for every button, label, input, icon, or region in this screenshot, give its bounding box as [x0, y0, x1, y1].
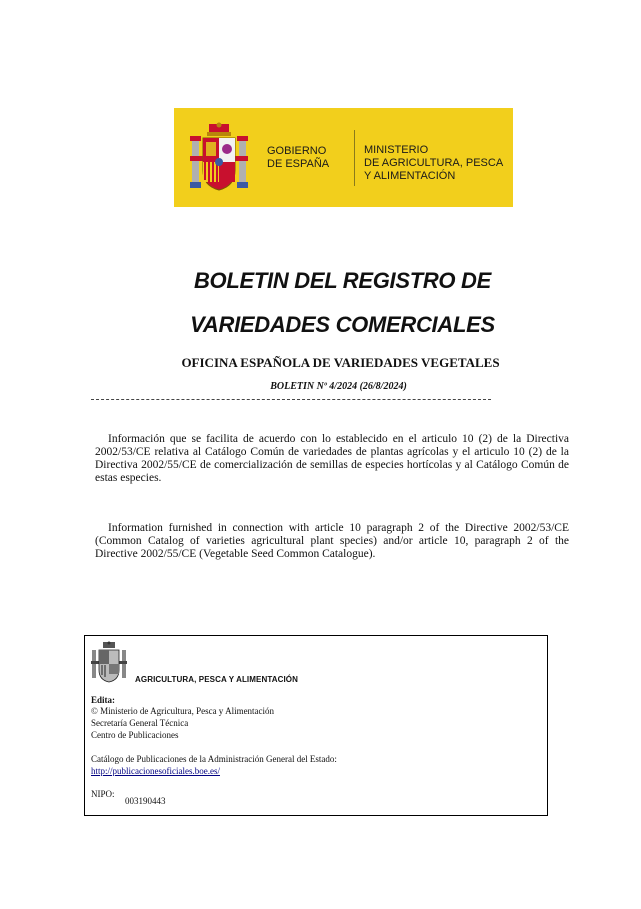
spanish-paragraph: Información que se facilita de acuerdo con lo establecido en el articulo 10 (2) de la Directiva 2002/53/CE relativa al Catálogo Común de variedades de plantas agrícolas y el articulo 10 (2) de la Directiva 2002/55/CE de comercialización de semillas de especies hortícolas y al Catálogo Común de estas especies. — [95, 433, 569, 484]
english-paragraph: Information furnished in connection with article 10 paragraph 2 of the Directive 2002/53/CE (Common Catalog of varieties agricultural plant species) and/or article 10, paragraph 2 of the Directive 2002/55/CE (Vegetable Seed Common Catalogue). — [95, 522, 569, 560]
footer-catalog-line: Catálogo de Publicaciones de la Administración General del Estado: — [91, 754, 337, 764]
coat-of-arms-icon — [190, 122, 248, 192]
coat-of-arms-icon — [91, 641, 127, 683]
footer-publications-center-line: Centro de Publicaciones — [91, 730, 179, 740]
banner-divider — [354, 130, 355, 186]
bulletin-number: BOLETIN Nº 4/2024 (26/8/2024) — [270, 381, 407, 392]
publication-info-box — [84, 635, 548, 816]
footer-edita-label: Edita: — [91, 695, 116, 705]
dashed-divider — [91, 399, 491, 400]
nipo-label: NIPO: — [91, 789, 115, 799]
document-title-line-2: VARIEDADES COMERCIALES — [190, 312, 495, 337]
nipo-value: 003190443 — [125, 796, 166, 806]
gobierno-de-espana-label: GOBIERNO DE ESPAÑA — [267, 145, 330, 170]
government-banner — [174, 108, 513, 207]
footer-secretariat-line: Secretaría General Técnica — [91, 718, 189, 728]
footer-publisher-line: © Ministerio de Agricultura, Pesca y Alimentación — [91, 706, 275, 716]
document-title-line-1: BOLETIN DEL REGISTRO DE — [193, 268, 492, 293]
footer-ministry-name: AGRICULTURA, PESCA Y ALIMENTACIÓN — [135, 675, 299, 684]
office-name: OFICINA ESPAÑOLA DE VARIEDADES VEGETALES — [181, 355, 500, 370]
publications-link[interactable]: http://publicacionesoficiales.boe.es/ — [91, 766, 220, 776]
ministerio-label: MINISTERIO DE AGRICULTURA, PESCA Y ALIMENTACIÓN — [364, 144, 504, 182]
